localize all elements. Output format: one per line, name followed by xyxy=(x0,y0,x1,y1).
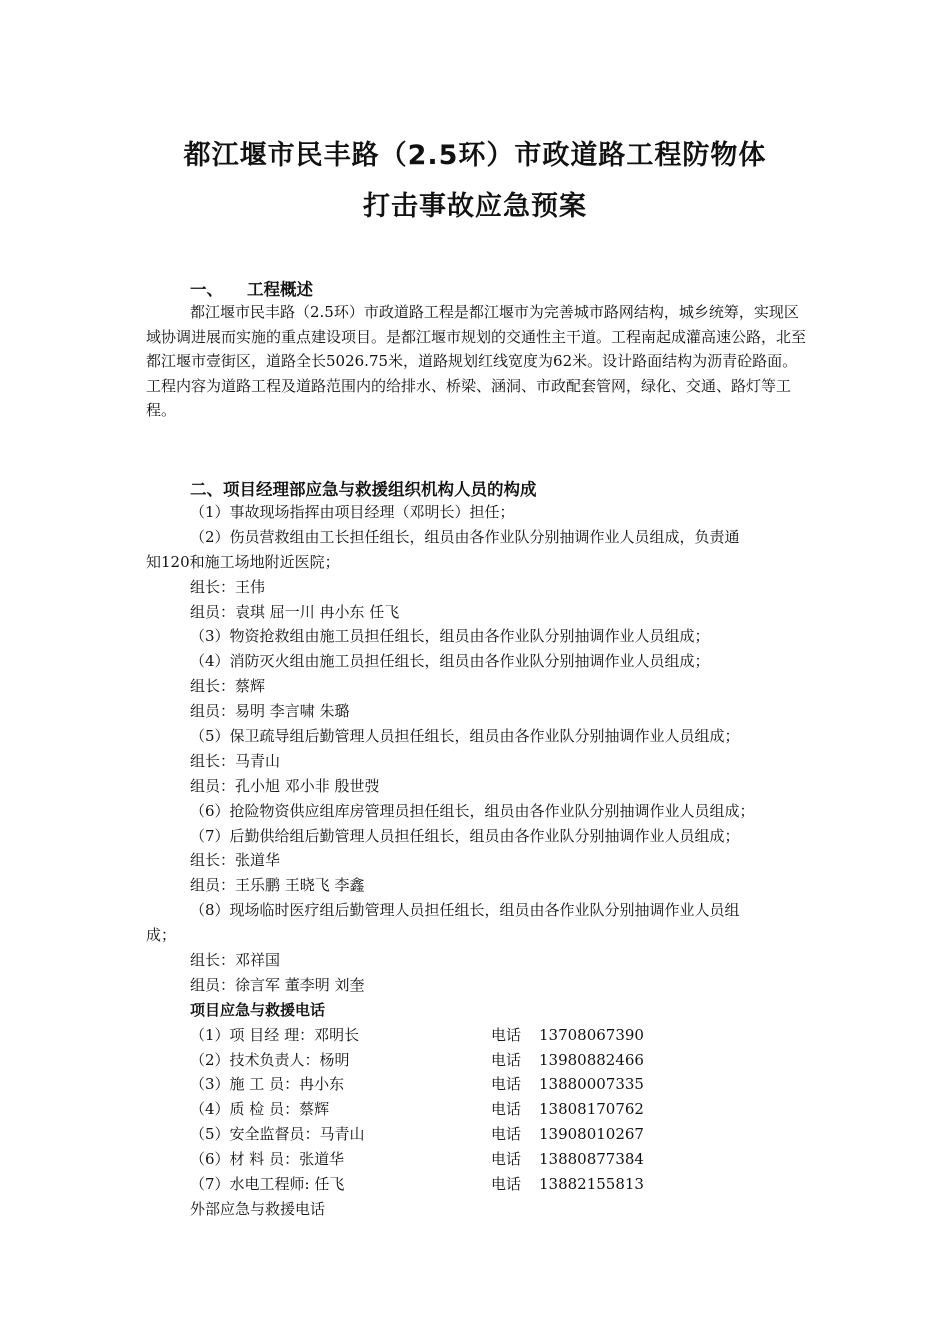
phone-label: 电话 xyxy=(491,1100,522,1119)
phone-role: （6）材 料 员：张道华 xyxy=(190,1150,345,1169)
org-line: 组员：孔小旭 邓小非 殷世弢 xyxy=(190,776,380,795)
phone-number: 13880877384 xyxy=(539,1150,644,1169)
phone-row xyxy=(146,1122,826,1147)
section-1-number: 一、 xyxy=(190,280,223,299)
section-2-content xyxy=(146,500,826,1222)
document-title-line-2: 打击事故应急预案 xyxy=(363,191,587,222)
phone-number: 13980882466 xyxy=(539,1050,644,1069)
section-1-heading xyxy=(190,276,313,300)
phone-row xyxy=(146,1072,826,1097)
org-line: （1）事故现场指挥由项目经理（邓明长）担任； xyxy=(190,503,515,521)
org-line: （5）保卫疏导组后勤管理人员担任组长，组员由各作业队分别抽调作业人员组成； xyxy=(190,727,740,746)
phone-label: 电话 xyxy=(491,1075,522,1094)
org-line: 成； xyxy=(146,926,177,945)
phone-row xyxy=(146,1048,826,1073)
org-line: 组员：袁琪 屈一川 冉小东 任飞 xyxy=(190,602,400,621)
org-line: 组员：王乐鹏 王晓飞 李鑫 xyxy=(190,876,365,895)
phone-number: 13880007335 xyxy=(539,1075,644,1094)
phone-row xyxy=(146,1147,826,1172)
external-phones-heading: 外部应急与救援电话 xyxy=(190,1199,326,1218)
org-line: 组员：易明 李言啸 朱璐 xyxy=(190,702,350,721)
phone-label: 电话 xyxy=(491,1175,522,1194)
org-line: 组长：邓祥国 xyxy=(190,951,281,970)
org-line: （6）抢险物资供应组库房管理员担任组长，组员由各作业队分别抽调作业人员组成； xyxy=(190,801,755,820)
section-1-body: 都江堰市民丰路（2.5环）市政道路工程是都江堰市为完善城市路网结构，城乡统筹，实现区域协调进展而实施的重点建设项目。是都江堰市规划的交通性主干道。工程南起成灌高速公路，北至都江堰市壹街区，道路全长5026.75米，道路规划红线宽度为62米。设计路面结构为沥青砼路面。工程内容为道路工程及道路范围内的给排水、桥梁、涵洞、市政配套管网，绿化、交通、路灯等工程。 xyxy=(146,303,807,419)
section-1-title: 工程概述 xyxy=(247,280,313,299)
phone-role: （4）质 检 员：蔡辉 xyxy=(190,1100,330,1119)
org-line: （4）消防灭火组由施工员担任组长，组员由各作业队分别抽调作业人员组成； xyxy=(190,652,710,671)
phone-row xyxy=(146,1172,826,1197)
phone-label: 电话 xyxy=(491,1050,522,1069)
phone-number: 13808170762 xyxy=(539,1100,644,1119)
phone-row xyxy=(146,1023,826,1048)
phones-heading: 项目应急与救援电话 xyxy=(190,1000,326,1019)
phone-label: 电话 xyxy=(491,1150,522,1169)
phone-role: （7）水电工程师: 任飞 xyxy=(190,1175,345,1194)
phone-label: 电话 xyxy=(491,1025,522,1044)
org-line: （3）物资抢救组由施工员担任组长，组员由各作业队分别抽调作业人员组成； xyxy=(190,627,710,646)
org-line: 组长：王伟 xyxy=(190,577,266,596)
org-line: 组长：马青山 xyxy=(190,751,281,770)
section-2-heading: 二、项目经理部应急与救援组织机构人员的构成 xyxy=(190,480,537,499)
org-line: 组长：蔡辉 xyxy=(190,677,266,696)
phone-role: （1）项 目经 理：邓明长 xyxy=(190,1025,360,1044)
document-title-line-1: 都江堰市民丰路（2.5环）市政道路工程防物体 xyxy=(183,140,767,171)
org-line: 组员：徐言军 董李明 刘奎 xyxy=(190,975,365,994)
phone-number: 13708067390 xyxy=(539,1025,644,1044)
org-line: （8）现场临时医疗组后勤管理人员担任组长，组员由各作业队分别抽调作业人员组 xyxy=(190,901,740,920)
org-line: 知120和施工场地附近医院； xyxy=(146,552,340,571)
org-line: （2）伤员营救组由工长担任组长，组员由各作业队分别抽调作业人员组成，负责通 xyxy=(190,527,740,546)
org-line: 组长：张道华 xyxy=(190,851,281,870)
phone-number: 13908010267 xyxy=(539,1125,644,1144)
phone-number: 13882155813 xyxy=(539,1175,644,1194)
phone-label: 电话 xyxy=(491,1125,522,1144)
phone-role: （5）安全监督员：马青山 xyxy=(190,1125,365,1144)
phone-row xyxy=(146,1097,826,1122)
phone-role: （2）技术负责人：杨明 xyxy=(190,1050,350,1069)
org-line: （7）后勤供给组后勤管理人员担任组长，组员由各作业队分别抽调作业人员组成； xyxy=(190,826,740,845)
phone-role: （3）施 工 员：冉小东 xyxy=(190,1075,345,1094)
